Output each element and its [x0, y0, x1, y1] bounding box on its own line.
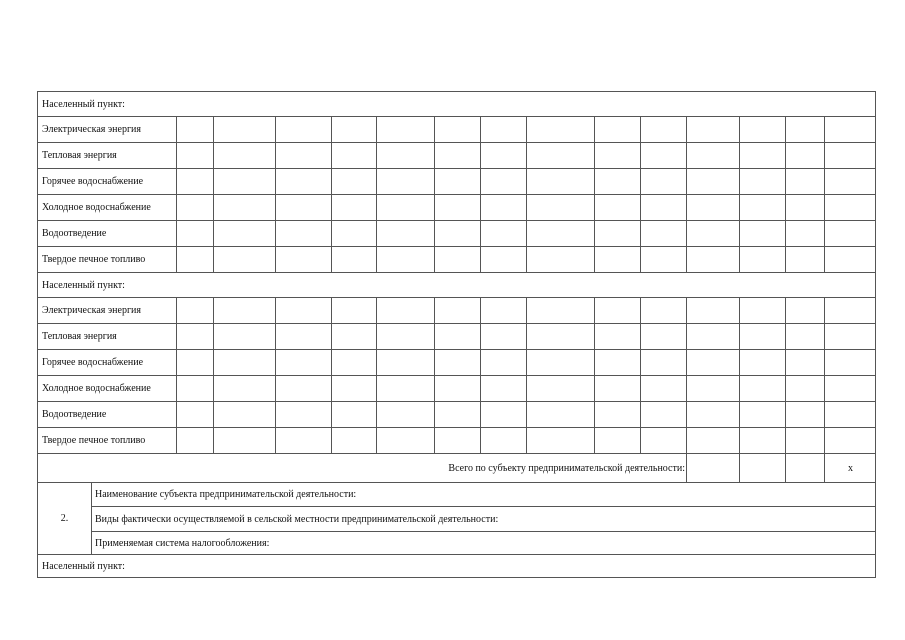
settlement-row	[37, 91, 876, 116]
subject-name-label: Наименование субъекта предпринимательской деятельности:	[91, 483, 875, 507]
cell-divider	[640, 247, 641, 272]
cell-divider	[739, 454, 740, 482]
cell-divider	[331, 169, 332, 194]
cell-divider	[526, 169, 527, 194]
category-row	[37, 323, 876, 349]
cell-divider	[275, 247, 276, 272]
cell-divider	[686, 221, 687, 246]
cell-divider	[785, 117, 786, 142]
cell-divider	[213, 376, 214, 401]
cell-divider	[739, 428, 740, 453]
cell-divider	[640, 350, 641, 375]
cell-divider	[434, 143, 435, 168]
cell-divider	[526, 195, 527, 220]
settlement-row	[37, 554, 876, 578]
cell-divider	[176, 402, 177, 427]
cell-divider	[213, 428, 214, 453]
cell-divider	[686, 428, 687, 453]
cell-divider	[434, 402, 435, 427]
cell-divider	[686, 143, 687, 168]
cell-divider	[434, 247, 435, 272]
section-number: 2.	[38, 483, 92, 554]
category-label: Тепловая энергия	[42, 331, 117, 342]
cell-divider	[594, 402, 595, 427]
cell-divider	[824, 350, 825, 375]
cell-divider	[434, 221, 435, 246]
cell-divider	[176, 298, 177, 323]
cell-divider	[176, 376, 177, 401]
cell-divider	[739, 117, 740, 142]
cell-divider	[594, 117, 595, 142]
cell-divider	[824, 143, 825, 168]
cell-divider	[213, 324, 214, 349]
cell-divider	[686, 298, 687, 323]
cell-divider	[480, 195, 481, 220]
cell-divider	[526, 376, 527, 401]
cell-divider	[686, 402, 687, 427]
cell-divider	[526, 324, 527, 349]
cell-divider	[376, 350, 377, 375]
category-label: Твердое печное топливо	[42, 435, 146, 446]
cell-divider	[640, 117, 641, 142]
cell-divider	[594, 428, 595, 453]
report-form-table	[37, 91, 876, 578]
category-label: Холодное водоснабжение	[42, 383, 151, 394]
cell-divider	[213, 143, 214, 168]
cell-divider	[331, 324, 332, 349]
tax-system-label: Применяемая система налогообложения:	[95, 538, 270, 549]
cell-divider	[480, 221, 481, 246]
cell-divider	[434, 350, 435, 375]
total-row	[37, 453, 876, 482]
cell-divider	[213, 350, 214, 375]
category-row	[37, 375, 876, 401]
cell-divider	[526, 298, 527, 323]
category-label: Горячее водоснабжение	[42, 176, 144, 187]
settlement-label: Населенный пункт:	[42, 98, 125, 110]
cell-divider	[526, 143, 527, 168]
category-row	[37, 401, 876, 427]
category-row	[37, 246, 876, 272]
category-row	[37, 427, 876, 453]
cell-divider	[213, 298, 214, 323]
cell-divider	[331, 298, 332, 323]
category-label: Твердое печное топливо	[42, 254, 146, 265]
category-row	[37, 194, 876, 220]
cell-divider	[331, 195, 332, 220]
cell-divider	[594, 324, 595, 349]
category-row	[37, 349, 876, 375]
cell-divider	[480, 428, 481, 453]
cell-divider	[331, 376, 332, 401]
cell-divider	[176, 324, 177, 349]
cell-divider	[594, 298, 595, 323]
cell-divider	[824, 169, 825, 194]
cell-divider	[739, 402, 740, 427]
cell-divider	[594, 247, 595, 272]
category-row	[37, 116, 876, 142]
cell-divider	[480, 376, 481, 401]
cell-divider	[785, 221, 786, 246]
cell-divider	[434, 195, 435, 220]
cell-divider	[275, 428, 276, 453]
cell-divider	[686, 350, 687, 375]
cell-divider	[275, 195, 276, 220]
cell-divider	[213, 247, 214, 272]
cell-divider	[331, 247, 332, 272]
cell-divider	[176, 221, 177, 246]
cell-divider	[739, 247, 740, 272]
cell-divider	[594, 221, 595, 246]
cell-divider	[526, 221, 527, 246]
cell-divider	[594, 195, 595, 220]
cell-divider	[176, 169, 177, 194]
cell-divider	[640, 324, 641, 349]
cell-divider	[480, 350, 481, 375]
cell-divider	[434, 428, 435, 453]
cell-divider	[213, 402, 214, 427]
cell-divider	[480, 247, 481, 272]
cell-divider	[526, 117, 527, 142]
cell-divider	[640, 402, 641, 427]
cell-divider	[594, 376, 595, 401]
cell-divider	[331, 143, 332, 168]
category-row	[37, 168, 876, 194]
cell-divider	[739, 350, 740, 375]
cell-divider	[526, 247, 527, 272]
cell-divider	[331, 402, 332, 427]
cell-divider	[824, 117, 825, 142]
cell-divider	[176, 350, 177, 375]
cell-divider	[526, 402, 527, 427]
cell-divider	[686, 247, 687, 272]
cell-divider	[739, 143, 740, 168]
cell-divider	[739, 195, 740, 220]
cell-divider	[376, 247, 377, 272]
settlement-label: Населенный пункт:	[42, 279, 125, 291]
cell-divider	[176, 117, 177, 142]
cell-divider	[376, 143, 377, 168]
cell-divider	[275, 324, 276, 349]
cell-divider	[331, 117, 332, 142]
category-label: Тепловая энергия	[42, 150, 117, 161]
cell-divider	[434, 117, 435, 142]
category-row	[37, 142, 876, 168]
total-x-mark: x	[848, 462, 853, 474]
cell-divider	[640, 428, 641, 453]
cell-divider	[640, 195, 641, 220]
category-label: Водоотведение	[42, 409, 107, 420]
cell-divider	[275, 221, 276, 246]
cell-divider	[824, 195, 825, 220]
cell-divider	[376, 221, 377, 246]
cell-divider	[176, 428, 177, 453]
cell-divider	[213, 221, 214, 246]
cell-divider	[739, 298, 740, 323]
cell-divider	[376, 298, 377, 323]
cell-divider	[213, 169, 214, 194]
cell-divider	[594, 350, 595, 375]
cell-divider	[480, 298, 481, 323]
cell-divider	[480, 324, 481, 349]
cell-divider	[785, 428, 786, 453]
cell-divider	[824, 402, 825, 427]
settlement-row	[37, 272, 876, 297]
cell-divider	[376, 376, 377, 401]
cell-divider	[640, 143, 641, 168]
cell-divider	[526, 350, 527, 375]
cell-divider	[275, 402, 276, 427]
category-label: Электрическая энергия	[42, 305, 142, 316]
cell-divider	[275, 376, 276, 401]
cell-divider	[785, 454, 786, 482]
cell-divider	[640, 221, 641, 246]
cell-divider	[785, 350, 786, 375]
cell-divider	[785, 143, 786, 168]
cell-divider	[739, 169, 740, 194]
cell-divider	[785, 298, 786, 323]
cell-divider	[176, 247, 177, 272]
cell-divider	[824, 428, 825, 453]
cell-divider	[480, 402, 481, 427]
cell-divider	[275, 169, 276, 194]
cell-divider	[480, 169, 481, 194]
activity-types-label: Виды фактически осуществляемой в сельской местности предпринимательской деятельности:	[91, 507, 875, 532]
cell-divider	[376, 169, 377, 194]
cell-divider	[640, 376, 641, 401]
cell-divider	[480, 117, 481, 142]
cell-divider	[376, 117, 377, 142]
cell-divider	[176, 195, 177, 220]
cell-divider	[785, 195, 786, 220]
cell-divider	[594, 169, 595, 194]
total-label: Всего по субъекту предпринимательской деятельности:	[448, 462, 685, 474]
settlement-label: Населенный пункт:	[42, 560, 125, 572]
cell-divider	[739, 221, 740, 246]
category-label: Холодное водоснабжение	[42, 202, 151, 213]
cell-divider	[275, 117, 276, 142]
cell-divider	[275, 143, 276, 168]
cell-divider	[686, 117, 687, 142]
cell-divider	[824, 298, 825, 323]
cell-divider	[213, 117, 214, 142]
cell-divider	[376, 195, 377, 220]
cell-divider	[824, 221, 825, 246]
cell-divider	[640, 298, 641, 323]
cell-divider	[434, 169, 435, 194]
cell-divider	[434, 376, 435, 401]
cell-divider	[434, 298, 435, 323]
cell-divider	[480, 143, 481, 168]
cell-divider	[376, 428, 377, 453]
cell-divider	[686, 376, 687, 401]
cell-divider	[686, 195, 687, 220]
cell-divider	[176, 143, 177, 168]
cell-divider	[640, 169, 641, 194]
cell-divider	[594, 143, 595, 168]
cell-divider	[275, 298, 276, 323]
category-label: Электрическая энергия	[42, 124, 142, 135]
cell-divider	[686, 454, 687, 482]
cell-divider	[739, 376, 740, 401]
cell-divider	[376, 402, 377, 427]
cell-divider	[686, 169, 687, 194]
cell-divider	[434, 324, 435, 349]
cell-divider	[824, 376, 825, 401]
section-2	[37, 482, 876, 554]
category-label: Горячее водоснабжение	[42, 357, 144, 368]
cell-divider	[785, 402, 786, 427]
category-row	[37, 297, 876, 323]
cell-divider	[331, 350, 332, 375]
cell-divider	[213, 195, 214, 220]
category-label: Водоотведение	[42, 228, 107, 239]
cell-divider	[686, 324, 687, 349]
cell-divider	[376, 324, 377, 349]
cell-divider	[739, 324, 740, 349]
category-row	[37, 220, 876, 246]
cell-divider	[526, 428, 527, 453]
cell-divider	[331, 428, 332, 453]
cell-divider	[785, 247, 786, 272]
cell-divider	[275, 350, 276, 375]
cell-divider	[824, 247, 825, 272]
cell-divider	[785, 324, 786, 349]
cell-divider	[785, 169, 786, 194]
cell-divider	[785, 376, 786, 401]
cell-divider	[331, 221, 332, 246]
cell-divider	[824, 324, 825, 349]
